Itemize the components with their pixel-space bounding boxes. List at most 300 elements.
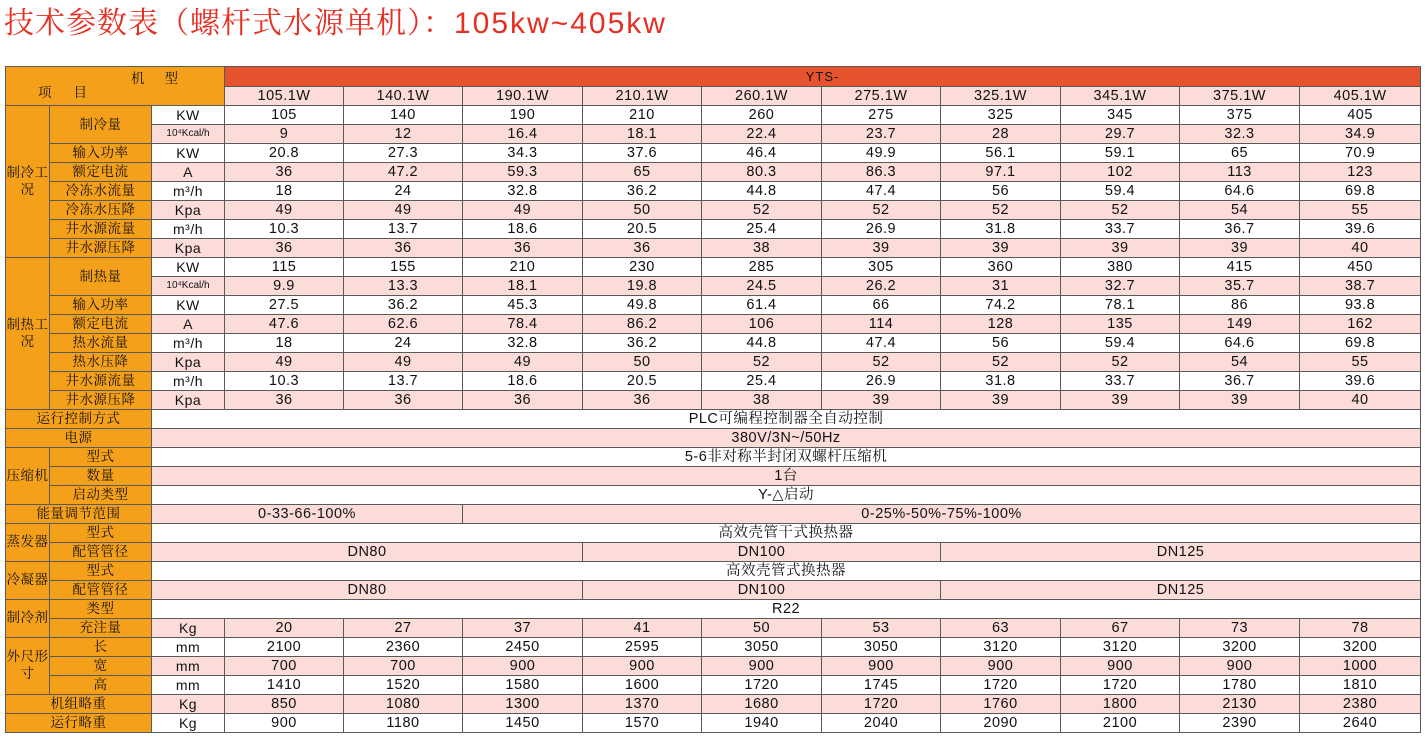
table-row [6,163,1421,182]
value-cell: 18.1 [583,125,702,144]
value-cell: 380 [1061,258,1180,277]
value-cell: 1300 [463,695,583,714]
value-cell: 16.4 [463,125,583,144]
value-cell: 9.9 [225,277,344,296]
value-cell: 54 [1180,353,1300,372]
value-cell: 1800 [1061,695,1180,714]
table-row [6,182,1421,201]
table-row [6,144,1421,163]
value-cell: 230 [583,258,702,277]
value-cell: 113 [1180,163,1300,182]
table-row [6,676,1421,695]
table-row [6,372,1421,391]
value-cell: 1180 [344,714,463,733]
value-cell: 49 [463,353,583,372]
row-label: 制热量 [50,258,152,296]
value-cell: 28 [941,125,1061,144]
value-cell: 13.7 [344,220,463,239]
value-cell: 135 [1061,315,1180,334]
row-label: 井水源流量 [50,372,152,391]
value-cell: 190 [463,106,583,125]
unit-cell: Kg [152,695,225,714]
value-cell: 59.3 [463,163,583,182]
unit-cell: KW [152,106,225,125]
model-name-cell: 275.1W [822,87,941,106]
value-cell: 39 [822,391,941,410]
evaporator-pipe-large: DN125 [941,543,1421,562]
value-cell: 305 [822,258,941,277]
power-supply-label: 电源 [6,429,152,448]
value-cell: 1520 [344,676,463,695]
table-row [6,296,1421,315]
value-cell: 47.2 [344,163,463,182]
table-row [6,429,1421,448]
value-cell: 700 [344,657,463,676]
row-label: 输入功率 [50,144,152,163]
value-cell: 2360 [344,638,463,657]
table-row [6,353,1421,372]
table-row [6,410,1421,429]
evaporator-type-value: 高效壳管干式换热器 [152,524,1421,543]
model-name-cell: 345.1W [1061,87,1180,106]
value-cell: 86.2 [583,315,702,334]
row-label: 热水流量 [50,334,152,353]
value-cell: 67 [1061,619,1180,638]
value-cell: 360 [941,258,1061,277]
value-cell: 32.7 [1061,277,1180,296]
unit-cell: KW [152,296,225,315]
value-cell: 61.4 [702,296,822,315]
condenser-pipe-medium: DN100 [583,581,941,600]
value-cell: 1410 [225,676,344,695]
value-cell: 37 [463,619,583,638]
value-cell: 46.4 [702,144,822,163]
value-cell: 900 [822,657,941,676]
series-header: YTS- [225,67,1421,87]
dim-height-label: 高 [50,676,152,695]
value-cell: 700 [225,657,344,676]
row-label: 热水压降 [50,353,152,372]
value-cell: 20.8 [225,144,344,163]
value-cell: 20.5 [583,372,702,391]
value-cell: 2040 [822,714,941,733]
value-cell: 2130 [1180,695,1300,714]
value-cell: 78.4 [463,315,583,334]
value-cell: 140 [344,106,463,125]
row-label: 井水源压降 [50,239,152,258]
value-cell: 54 [1180,201,1300,220]
value-cell: 70.9 [1300,144,1421,163]
model-name-cell: 405.1W [1300,87,1421,106]
value-cell: 44.8 [702,334,822,353]
value-cell: 31.8 [941,372,1061,391]
value-cell: 260 [702,106,822,125]
value-cell: 1780 [1180,676,1300,695]
value-cell: 18.1 [463,277,583,296]
value-cell: 40 [1300,391,1421,410]
compressor-type-label: 型式 [50,448,152,467]
spec-table-body [6,67,1421,733]
unit-cell: m³/h [152,372,225,391]
unit-cell: mm [152,676,225,695]
value-cell: 2380 [1300,695,1421,714]
value-cell: 1760 [941,695,1061,714]
value-cell: 39 [1180,239,1300,258]
table-row [6,448,1421,467]
value-cell: 1680 [702,695,822,714]
unit-cell: A [152,315,225,334]
value-cell: 285 [702,258,822,277]
value-cell: 13.7 [344,372,463,391]
row-label: 制冷量 [50,106,152,144]
value-cell: 55 [1300,201,1421,220]
value-cell: 52 [941,353,1061,372]
value-cell: 3120 [941,638,1061,657]
value-cell: 900 [225,714,344,733]
value-cell: 27.5 [225,296,344,315]
value-cell: 31 [941,277,1061,296]
capacity-range-b: 0-25%-50%-75%-100% [463,505,1421,524]
value-cell: 1600 [583,676,702,695]
value-cell: 97.1 [941,163,1061,182]
value-cell: 18 [225,182,344,201]
refrigerant-type-label: 类型 [50,600,152,619]
value-cell: 49 [344,201,463,220]
value-cell: 22.4 [702,125,822,144]
value-cell: 23.7 [822,125,941,144]
value-cell: 1810 [1300,676,1421,695]
dim-width-label: 宽 [50,657,152,676]
value-cell: 9 [225,125,344,144]
unit-cell: Kpa [152,239,225,258]
value-cell: 65 [583,163,702,182]
value-cell: 49 [225,201,344,220]
value-cell: 59.1 [1061,144,1180,163]
value-cell: 39.6 [1300,220,1421,239]
value-cell: 47.4 [822,182,941,201]
model-name-cell: 375.1W [1180,87,1300,106]
corner-item-label: 项目 [38,85,109,101]
value-cell: 850 [225,695,344,714]
value-cell: 36.2 [344,296,463,315]
value-cell: 63 [941,619,1061,638]
value-cell: 49 [225,353,344,372]
value-cell: 13.3 [344,277,463,296]
value-cell: 39 [941,239,1061,258]
condenser-type-label: 型式 [50,562,152,581]
value-cell: 25.4 [702,372,822,391]
capacity-range-a: 0-33-66-100% [152,505,463,524]
value-cell: 149 [1180,315,1300,334]
value-cell: 33.7 [1061,372,1180,391]
compressor-type-value: 5-6非对称半封闭双螺杆压缩机 [152,448,1421,467]
unit-cell: Kg [152,714,225,733]
power-supply-value: 380V/3N~/50Hz [152,429,1421,448]
dim-length-label: 长 [50,638,152,657]
value-cell: 1940 [702,714,822,733]
value-cell: 36 [344,239,463,258]
refrigerant-type-value: R22 [152,600,1421,619]
evaporator-pipe-label: 配管管径 [50,543,152,562]
value-cell: 2390 [1180,714,1300,733]
value-cell: 86.3 [822,163,941,182]
value-cell: 24.5 [702,277,822,296]
value-cell: 52 [702,353,822,372]
value-cell: 78.1 [1061,296,1180,315]
corner-cell [6,67,225,106]
spec-table [5,66,1421,733]
unit-cell: A [152,163,225,182]
row-label: 冷冻水压降 [50,201,152,220]
table-row [6,562,1421,581]
value-cell: 12 [344,125,463,144]
table-row [6,106,1421,125]
unit-cell: Kpa [152,391,225,410]
value-cell: 3200 [1180,638,1300,657]
value-cell: 36 [463,391,583,410]
value-cell: 40 [1300,239,1421,258]
value-cell: 47.6 [225,315,344,334]
value-cell: 39 [822,239,941,258]
row-label: 井水源压降 [50,391,152,410]
value-cell: 78 [1300,619,1421,638]
value-cell: 1720 [1061,676,1180,695]
value-cell: 24 [344,334,463,353]
value-cell: 66 [822,296,941,315]
value-cell: 114 [822,315,941,334]
table-row [6,581,1421,600]
value-cell: 3120 [1061,638,1180,657]
value-cell: 36.2 [583,334,702,353]
table-row [6,524,1421,543]
value-cell: 49 [344,353,463,372]
value-cell: 31.8 [941,220,1061,239]
value-cell: 39 [1061,391,1180,410]
value-cell: 27 [344,619,463,638]
model-name-cell: 105.1W [225,87,344,106]
value-cell: 62.6 [344,315,463,334]
model-name-cell: 260.1W [702,87,822,106]
value-cell: 56.1 [941,144,1061,163]
value-cell: 26.9 [822,372,941,391]
value-cell: 20 [225,619,344,638]
value-cell: 10.3 [225,372,344,391]
unit-cell: Kg [152,619,225,638]
value-cell: 52 [1061,353,1180,372]
value-cell: 93.8 [1300,296,1421,315]
condenser-pipe-large: DN125 [941,581,1421,600]
value-cell: 18 [225,334,344,353]
value-cell: 36.7 [1180,220,1300,239]
value-cell: 45.3 [463,296,583,315]
corner-model-label: 机型 [131,71,199,87]
value-cell: 105 [225,106,344,125]
table-row [6,619,1421,638]
value-cell: 64.6 [1180,182,1300,201]
value-cell: 18.6 [463,220,583,239]
value-cell: 1720 [822,695,941,714]
value-cell: 3200 [1300,638,1421,657]
value-cell: 69.8 [1300,182,1421,201]
value-cell: 52 [822,201,941,220]
table-row [6,714,1421,733]
value-cell: 34.9 [1300,125,1421,144]
table-row [6,125,1421,144]
compressor-start-value: Y-△启动 [152,486,1421,505]
unit-cell: 10⁴Kcal/h [152,277,225,296]
value-cell: 50 [583,201,702,220]
group-label-compressor: 压缩机 [6,448,50,505]
row-label: 额定电流 [50,163,152,182]
value-cell: 56 [941,182,1061,201]
value-cell: 32.3 [1180,125,1300,144]
value-cell: 27.3 [344,144,463,163]
value-cell: 38 [702,391,822,410]
value-cell: 1000 [1300,657,1421,676]
value-cell: 450 [1300,258,1421,277]
value-cell: 2100 [1061,714,1180,733]
table-row [6,638,1421,657]
value-cell: 50 [583,353,702,372]
row-label: 井水源流量 [50,220,152,239]
value-cell: 65 [1180,144,1300,163]
table-row [6,258,1421,277]
value-cell: 405 [1300,106,1421,125]
value-cell: 26.9 [822,220,941,239]
value-cell: 50 [702,619,822,638]
unit-cell: mm [152,657,225,676]
value-cell: 73 [1180,619,1300,638]
table-row [6,486,1421,505]
table-row [6,695,1421,714]
run-weight-label: 运行略重 [6,714,152,733]
value-cell: 56 [941,334,1061,353]
table-row [6,315,1421,334]
value-cell: 52 [822,353,941,372]
model-name-cell: 140.1W [344,87,463,106]
value-cell: 37.6 [583,144,702,163]
value-cell: 1570 [583,714,702,733]
value-cell: 39 [1061,239,1180,258]
value-cell: 325 [941,106,1061,125]
table-row [6,239,1421,258]
value-cell: 900 [702,657,822,676]
value-cell: 74.2 [941,296,1061,315]
value-cell: 59.4 [1061,334,1180,353]
capacity-label: 能量调节范围 [6,505,152,524]
value-cell: 69.8 [1300,334,1421,353]
value-cell: 20.5 [583,220,702,239]
table-row [6,600,1421,619]
value-cell: 18.6 [463,372,583,391]
row-label: 冷冻水流量 [50,182,152,201]
value-cell: 38.7 [1300,277,1421,296]
value-cell: 375 [1180,106,1300,125]
table-row [6,467,1421,486]
compressor-start-label: 启动类型 [50,486,152,505]
value-cell: 1370 [583,695,702,714]
value-cell: 86 [1180,296,1300,315]
value-cell: 53 [822,619,941,638]
value-cell: 35.7 [1180,277,1300,296]
group-label-heating: 制热工况 [6,258,50,410]
value-cell: 1745 [822,676,941,695]
value-cell: 39.6 [1300,372,1421,391]
value-cell: 36 [225,391,344,410]
group-label-refrigerant: 制冷剂 [6,600,50,638]
value-cell: 128 [941,315,1061,334]
value-cell: 415 [1180,258,1300,277]
value-cell: 32.8 [463,182,583,201]
value-cell: 32.8 [463,334,583,353]
value-cell: 3050 [822,638,941,657]
evaporator-pipe-medium: DN100 [583,543,941,562]
model-name-cell: 210.1W [583,87,702,106]
row-label: 输入功率 [50,296,152,315]
title-range: 105kw~405kw [454,7,667,40]
model-name-cell: 190.1W [463,87,583,106]
value-cell: 36 [583,391,702,410]
value-cell: 29.7 [1061,125,1180,144]
value-cell: 900 [1180,657,1300,676]
value-cell: 36.2 [583,182,702,201]
value-cell: 210 [463,258,583,277]
value-cell: 2100 [225,638,344,657]
value-cell: 2090 [941,714,1061,733]
value-cell: 900 [941,657,1061,676]
value-cell: 1580 [463,676,583,695]
group-label-condenser: 冷凝器 [6,562,50,600]
group-label-evaporator: 蒸发器 [6,524,50,562]
compressor-qty-label: 数量 [50,467,152,486]
unit-cell: m³/h [152,220,225,239]
value-cell: 19.8 [583,277,702,296]
value-cell: 1080 [344,695,463,714]
value-cell: 900 [463,657,583,676]
value-cell: 24 [344,182,463,201]
model-name-cell: 325.1W [941,87,1061,106]
page-title [4,2,667,46]
value-cell: 1450 [463,714,583,733]
weight-label: 机组略重 [6,695,152,714]
table-row [6,220,1421,239]
table-row [6,505,1421,524]
value-cell: 49.9 [822,144,941,163]
control-mode-label: 运行控制方式 [6,410,152,429]
value-cell: 52 [1061,201,1180,220]
value-cell: 3050 [702,638,822,657]
value-cell: 36 [344,391,463,410]
value-cell: 2640 [1300,714,1421,733]
value-cell: 345 [1061,106,1180,125]
value-cell: 36.7 [1180,372,1300,391]
value-cell: 39 [1180,391,1300,410]
control-mode-value: PLC可编程控制器全自动控制 [152,410,1421,429]
value-cell: 36 [225,163,344,182]
value-cell: 2595 [583,638,702,657]
value-cell: 44.8 [702,182,822,201]
value-cell: 1720 [941,676,1061,695]
value-cell: 41 [583,619,702,638]
row-label: 额定电流 [50,315,152,334]
value-cell: 900 [583,657,702,676]
unit-cell: KW [152,144,225,163]
value-cell: 64.6 [1180,334,1300,353]
unit-cell: Kpa [152,353,225,372]
evaporator-pipe-small: DN80 [152,543,583,562]
condenser-type-value: 高效壳管式换热器 [152,562,1421,581]
value-cell: 275 [822,106,941,125]
